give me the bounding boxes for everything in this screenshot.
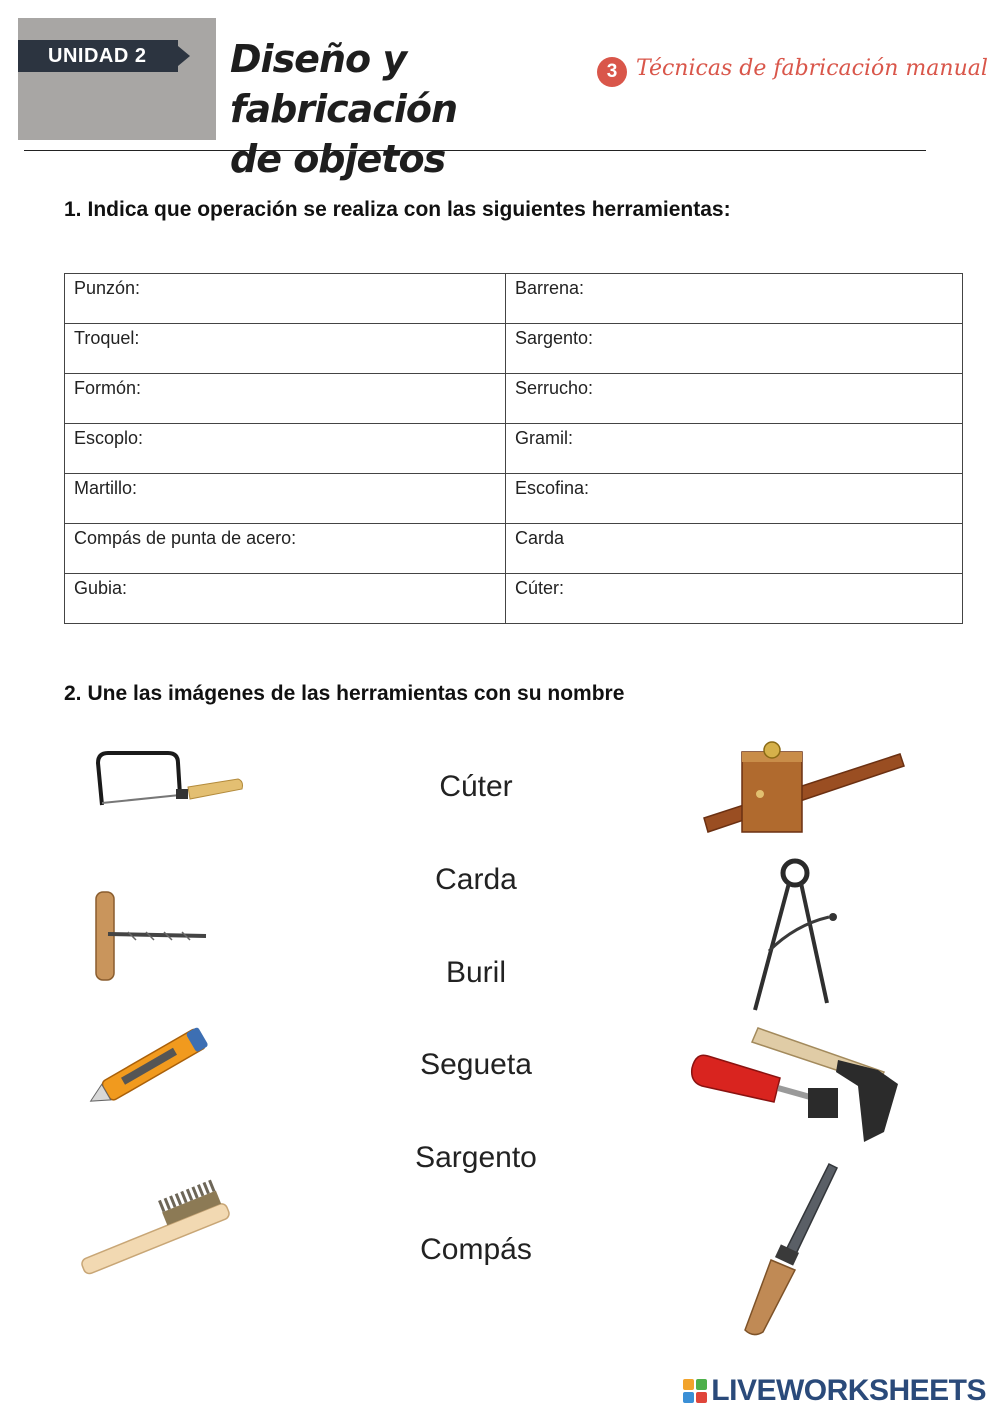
table-row	[65, 324, 963, 374]
table-row	[65, 474, 963, 524]
header-divider	[24, 150, 926, 151]
word-compas[interactable]: Compás	[420, 1233, 532, 1266]
marking-gauge-icon[interactable]	[700, 740, 905, 845]
tools-table	[64, 273, 963, 624]
wire-brush-icon[interactable]	[72, 1175, 237, 1275]
table-cell-cuter[interactable]: Cúter:	[506, 574, 963, 624]
table-cell-sargento[interactable]: Sargento:	[506, 324, 963, 374]
question-1	[64, 198, 731, 222]
liveworksheets-watermark	[683, 1374, 986, 1408]
bar-clamp-icon[interactable]	[688, 1022, 908, 1147]
utility-knife-icon[interactable]	[80, 1020, 220, 1115]
liveworksheets-logo-icon	[683, 1379, 707, 1403]
table-cell-barrena[interactable]: Barrena:	[506, 274, 963, 324]
word-segueta[interactable]: Segueta	[420, 1048, 532, 1081]
section-title: Técnicas de fabricación manual	[636, 56, 988, 81]
header-gray-block	[18, 18, 216, 140]
table-cell-serrucho[interactable]: Serrucho:	[506, 374, 963, 424]
table-cell-escofina[interactable]: Escofina:	[506, 474, 963, 524]
table-cell-gramil[interactable]: Gramil:	[506, 424, 963, 474]
section-number-badge: 3	[597, 57, 627, 87]
unit-tag: UNIDAD 2	[18, 40, 178, 72]
question-1-number: 1.	[64, 198, 82, 221]
question-2-number: 2.	[64, 682, 82, 705]
word-sargento[interactable]: Sargento	[415, 1141, 537, 1174]
table-row	[65, 524, 963, 574]
word-buril[interactable]: Buril	[445, 956, 506, 989]
divider-compass-icon[interactable]	[745, 855, 845, 1015]
page-title-line2: de objetos	[230, 137, 446, 181]
table-row	[65, 424, 963, 474]
table-row	[65, 274, 963, 324]
table-row	[65, 374, 963, 424]
table-cell-escoplo[interactable]: Escoplo:	[65, 424, 506, 474]
coping-saw-icon[interactable]	[90, 745, 250, 825]
question-1-text: Indica que operación se realiza con las siguientes herramientas:	[87, 198, 731, 221]
word-carda[interactable]: Carda	[435, 863, 517, 896]
watermark-text: LIVEWORKSHEETS	[711, 1374, 986, 1407]
table-cell-martillo[interactable]: Martillo:	[65, 474, 506, 524]
table-cell-carda[interactable]: Carda	[506, 524, 963, 574]
word-cuter[interactable]: Cúter	[439, 770, 513, 803]
page-title-line1: Diseño y fabricación	[230, 37, 458, 131]
chisel-icon[interactable]	[725, 1160, 845, 1340]
question-2-text: Une las imágenes de las herramientas con su nombre	[87, 682, 625, 705]
table-row	[65, 574, 963, 624]
table-cell-gubia[interactable]: Gubia:	[65, 574, 506, 624]
table-cell-punzon[interactable]: Punzón:	[65, 274, 506, 324]
table-cell-troquel[interactable]: Troquel:	[65, 324, 506, 374]
gimlet-icon[interactable]	[88, 888, 218, 988]
page-title	[230, 34, 580, 184]
question-2	[64, 682, 624, 706]
table-cell-compas[interactable]: Compás de punta de acero:	[65, 524, 506, 574]
table-cell-formon[interactable]: Formón:	[65, 374, 506, 424]
